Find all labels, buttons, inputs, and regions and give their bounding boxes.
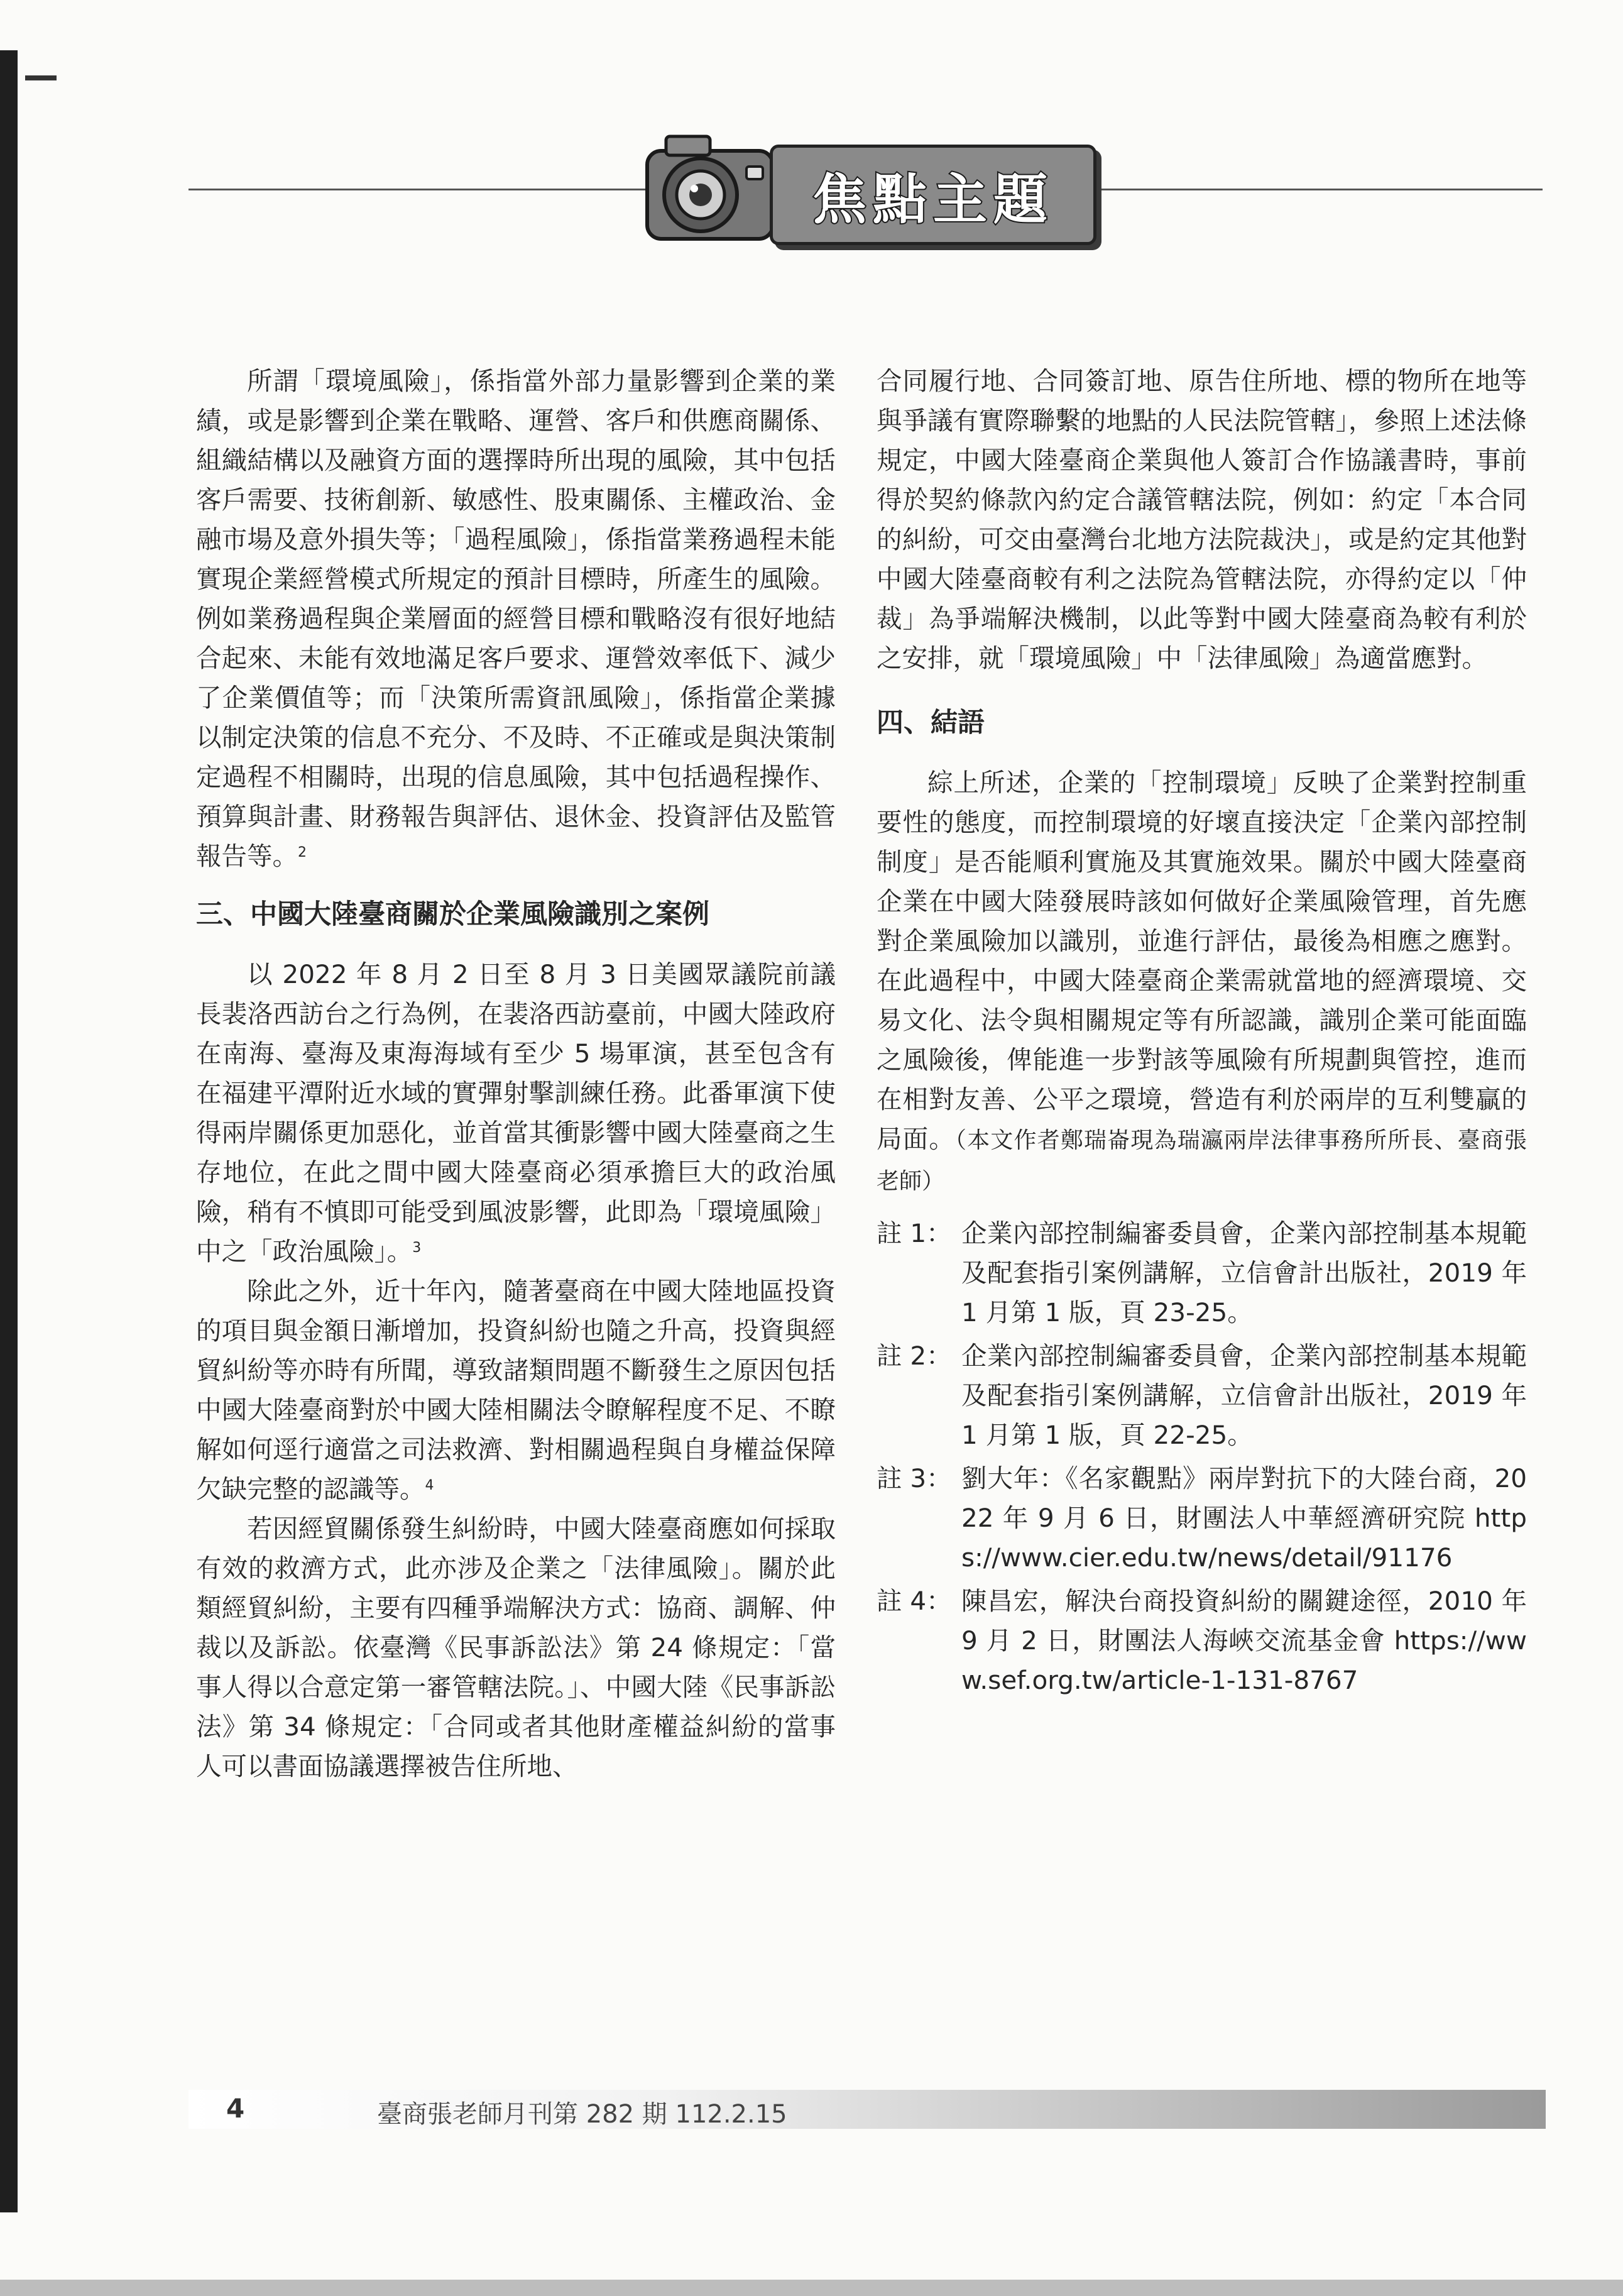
paragraph — [196, 361, 836, 876]
footnote-ref: 4 — [425, 1478, 434, 1493]
footnote-text: 劉大年：《名家觀點》兩岸對抗下的大陸台商，2022 年 9 月 6 日，財團法人中華經濟研究院 https://www.cier.edu.tw/news/detail/91176 — [961, 1463, 1527, 1573]
footnote-label: 註 2： — [877, 1341, 952, 1371]
author-note: （本文作者鄭瑞崙現為瑞瀛兩岸法律事務所所長、臺商張老師） — [877, 1128, 1527, 1194]
scan-mark — [25, 75, 57, 80]
footnote — [877, 1459, 1527, 1578]
paragraph — [196, 955, 836, 1272]
footnote — [877, 1336, 1527, 1455]
paragraph: 若因經貿關係發生糾紛時，中國大陸臺商應如何採取有效的救濟方式，此亦涉及企業之「法律風險」。關於此類經貿糾紛，主要有四種爭端解決方式：協商、調解、仲裁以及訴訟。依臺灣《民事訴訟法》第 24 條規定：「當事人得以合意定第一審管轄法院。」、中國大陸《民事訴訟法》第 34 條規定：「合同或者其他財產權益糾紛的當事人可以書面協議選擇被告住所地、 — [196, 1513, 836, 1781]
footnote — [877, 1214, 1527, 1332]
camera-icon — [641, 129, 785, 248]
header-rule-left — [189, 189, 647, 190]
paragraph-text: 以 2022 年 8 月 2 日至 8 月 3 日美國眾議院前議長裴洛西訪台之行為例，在裴洛西訪臺前，中國大陸政府在南海、臺海及東海海域有至少 5 場軍演，甚至包含有在福建平潭附近水域的實彈射擊訓練任務。此番軍演下使得兩岸關係更加惡化，並首當其衝影響中國大陸臺商之生存地位，在此之間中國大陸臺商必須承擔巨大的政治風險，稍有不慎即可能受到風波影響，此即為「環境風險」中之「政治風險」。 — [196, 959, 836, 1266]
left-column — [196, 361, 836, 1786]
banner-title: 焦點主題 — [812, 168, 1054, 231]
footer-title: 臺商張老師月刊第 282 期 112.2.15 — [377, 2100, 787, 2129]
section-heading: 三、中國大陸臺商關於企業風險識別之案例 — [196, 899, 709, 930]
paragraph-text: 綜上所述，企業的「控制環境」反映了企業對控制重要性的態度，而控制環境的好壞直接決定「企業內部控制制度」是否能順利實施及其實施效果。關於中國大陸臺商企業在中國大陸發展時該如何做好企業風險管理，首先應對企業風險加以識別，並進行評估，最後為相應之應對。在此過程中，中國大陸臺商企業需就當地的經濟環境、交易文化、法令與相關規定等有所認識，識別企業可能面臨之風險後，俾能進一步對該等風險有所規劃與管控，進而在相對友善、公平之環境，營造有利於兩岸的互利雙贏的局面。 — [877, 767, 1527, 1154]
footnote — [877, 1581, 1527, 1700]
footnote-ref: 2 — [298, 845, 307, 860]
paragraph — [196, 1272, 836, 1509]
right-column — [877, 361, 1527, 1700]
footnote-label: 註 4： — [877, 1586, 952, 1616]
footnote-label: 註 3： — [877, 1463, 952, 1493]
paragraph-text: 所謂「環境風險」，係指當外部力量影響到企業的業績，或是影響到企業在戰略、運營、客戶和供應商關係、組織結構以及融資方面的選擇時所出現的風險，其中包括客戶需要、技術創新、敏感性、股東關係、主權政治、金融市場及意外損失等；「過程風險」，係指當業務過程未能實現企業經營模式所規定的預計目標時，所產生的風險。例如業務過程與企業層面的經營目標和戰略沒有很好地結合起來、未能有效地滿足客戶要求、運營效率低下、減少了企業價值等；而「決策所需資訊風險」，係指當企業據以制定決策的信息不充分、不及時、不正確或是與決策制定過程不相關時，出現的信息風險，其中包括過程操作、預算與計畫、財務報告與評估、退休金、投資評估及監管報告等。 — [196, 366, 836, 871]
paragraph: 合同履行地、合同簽訂地、原告住所地、標的物所在地等與爭議有實際聯繫的地點的人民法院管轄」，參照上述法條規定，中國大陸臺商企業與他人簽訂合作協議書時，事前得於契約條款內約定合議管轄法院，例如：約定「本合同的糾紛，可交由臺灣台北地方法院裁決」，或是約定其他對中國大陸臺商較有利之法院為管轄法院，亦得約定以「仲裁」為爭端解決機制，以此等對中國大陸臺商為較有利於之安排，就「環境風險」中「法律風險」為適當應對。 — [877, 366, 1527, 673]
footnote-label: 註 1： — [877, 1218, 952, 1248]
header-rule-right — [1081, 189, 1543, 190]
section-heading: 四、結語 — [877, 707, 985, 739]
paragraph-text: 除此之外，近十年內，隨著臺商在中國大陸地區投資的項目與金額日漸增加，投資糾紛也隨之升高，投資與經貿糾紛等亦時有所聞，導致諸類問題不斷發生之原因包括中國大陸臺商對於中國大陸相關法令瞭解程度不足、不瞭解如何逕行適當之司法救濟、對相關過程與自身權益保障欠缺完整的認識等。 — [196, 1276, 836, 1504]
scan-edge — [0, 50, 18, 2212]
footnote-ref: 3 — [412, 1240, 422, 1256]
footnote-text: 企業內部控制編審委員會，企業內部控制基本規範及配套指引案例講解，立信會計出版社，2019 年 1 月第 1 版，頁 22-25。 — [961, 1341, 1527, 1450]
page-number: 4 — [226, 2093, 245, 2124]
scan-bottom-edge — [0, 2280, 1623, 2296]
paragraph — [877, 763, 1527, 1201]
section-banner — [770, 145, 1096, 245]
footnotes — [877, 1214, 1527, 1700]
footnote-text: 陳昌宏，解決台商投資糾紛的關鍵途徑，2010 年 9 月 2 日，財團法人海峽交流基金會 https://www.sef.org.tw/article-1-131-8767 — [961, 1586, 1527, 1695]
footnote-text: 企業內部控制編審委員會，企業內部控制基本規範及配套指引案例講解，立信會計出版社，2019 年 1 月第 1 版，頁 23-25。 — [961, 1218, 1527, 1327]
